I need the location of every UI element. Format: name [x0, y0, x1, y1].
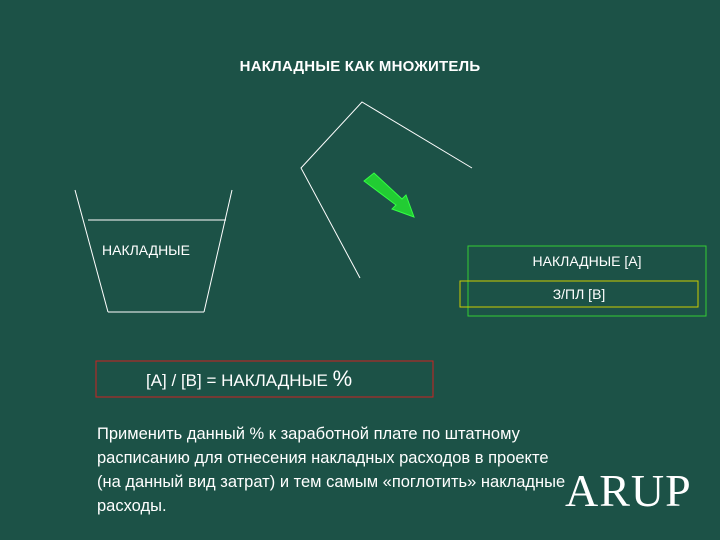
- formula-text: [А] / [В] = НАКЛАДНЫЕ: [146, 371, 333, 390]
- box-b-label: З/ПЛ [В]: [552, 286, 606, 302]
- green-arrow-icon: [364, 173, 414, 217]
- box-a-label: НАКЛАДНЫЕ [А]: [532, 253, 642, 269]
- body-paragraph: Применить данный % к заработной плате по штатному расписанию для отнесения накладных расходов в проекте (на данный вид затрат) и тем самым «поглотить» накладные расходы.: [97, 425, 566, 515]
- formula: [146, 366, 352, 392]
- arup-logo: ARUP: [565, 465, 692, 516]
- bucket-label: НАКЛАДНЫЕ: [102, 242, 190, 258]
- slide-title: НАКЛАДНЫЕ КАК МНОЖИТЕЛЬ: [239, 58, 481, 75]
- formula-percent: %: [332, 366, 353, 391]
